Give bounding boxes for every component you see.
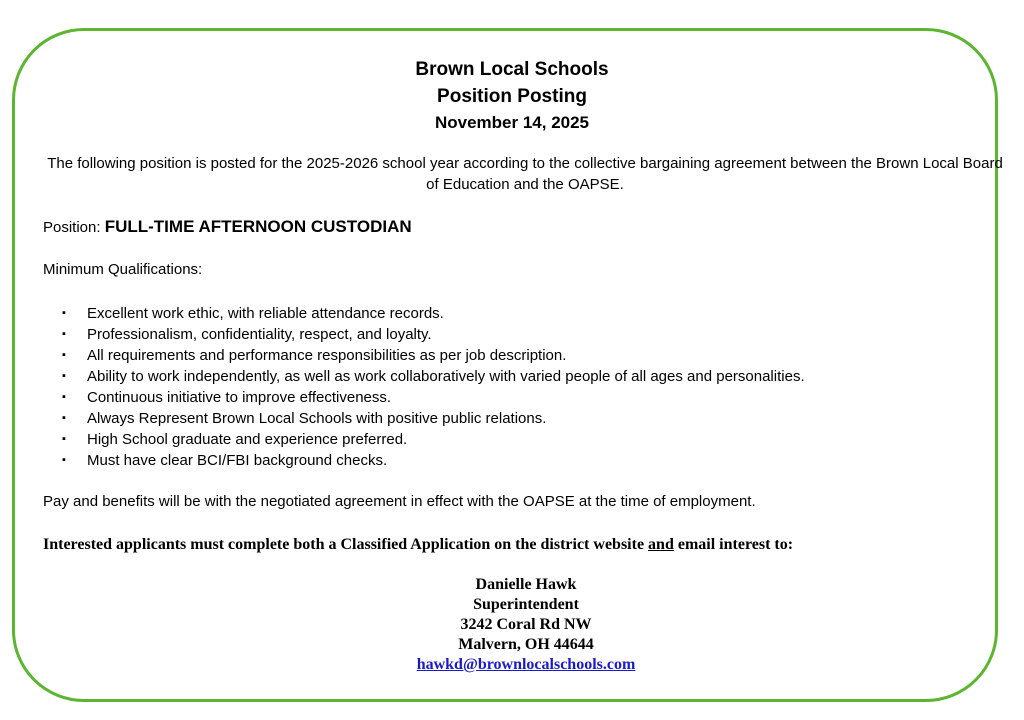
contact-street: 3242 Coral Rd NW bbox=[460, 616, 592, 633]
list-item: ▪ All requirements and performance responsibilities as per job description. bbox=[62, 347, 567, 364]
position-label: Position: bbox=[43, 219, 105, 236]
list-item: ▪ Continuous initiative to improve effectiveness. bbox=[62, 389, 392, 406]
list-item: ▪ High School graduate and experience preferred. bbox=[62, 431, 408, 448]
application-instructions: Interested applicants must complete both a Classified Application on the district website and email interest to: bbox=[43, 536, 794, 553]
organization-name: Brown Local Schools bbox=[415, 59, 609, 80]
bullet-icon: ▪ bbox=[62, 454, 66, 466]
list-item: ▪ Ability to work independently, as well as work collaboratively with varied people of all ages and personalities. bbox=[62, 368, 805, 385]
bullet-icon: ▪ bbox=[62, 328, 66, 340]
bullet-icon: ▪ bbox=[62, 391, 66, 403]
contact-block bbox=[0, 575, 1024, 675]
bullet-icon: ▪ bbox=[62, 412, 66, 424]
list-item: ▪ Must have clear BCI/FBI background checks. bbox=[62, 452, 388, 469]
bullet-icon: ▪ bbox=[62, 349, 66, 361]
intro-paragraph: The following position is posted for the 2025-2026 school year according to the collective bargaining agreement between the Brown Local Board of Education and the OAPSE. bbox=[47, 155, 1003, 193]
emphasis-and: and bbox=[648, 536, 674, 553]
list-item: ▪ Excellent work ethic, with reliable attendance records. bbox=[62, 305, 444, 322]
list-item: ▪ Professionalism, confidentiality, respect, and loyalty. bbox=[62, 326, 432, 343]
contact-role: Superintendent bbox=[473, 596, 579, 613]
contact-name: Danielle Hawk bbox=[475, 576, 577, 593]
position-line bbox=[43, 217, 412, 237]
qualifications-heading: Minimum Qualifications: bbox=[43, 261, 203, 278]
bullet-icon: ▪ bbox=[62, 433, 66, 445]
list-item: ▪ Always Represent Brown Local Schools with positive public relations. bbox=[62, 410, 547, 427]
contact-email-link[interactable]: hawkd@brownlocalschools.com bbox=[416, 656, 636, 673]
position-title: FULL-TIME AFTERNOON CUSTODIAN bbox=[104, 217, 412, 236]
bullet-icon: ▪ bbox=[62, 370, 66, 382]
contact-city: Malvern, OH 44644 bbox=[458, 636, 594, 653]
qualifications-list bbox=[62, 303, 805, 471]
page-title: Position Posting bbox=[437, 86, 587, 107]
bullet-icon: ▪ bbox=[62, 307, 66, 319]
pay-benefits-text: Pay and benefits will be with the negotiated agreement in effect with the OAPSE at the time of employment. bbox=[43, 493, 756, 510]
posting-date: November 14, 2025 bbox=[434, 113, 590, 132]
